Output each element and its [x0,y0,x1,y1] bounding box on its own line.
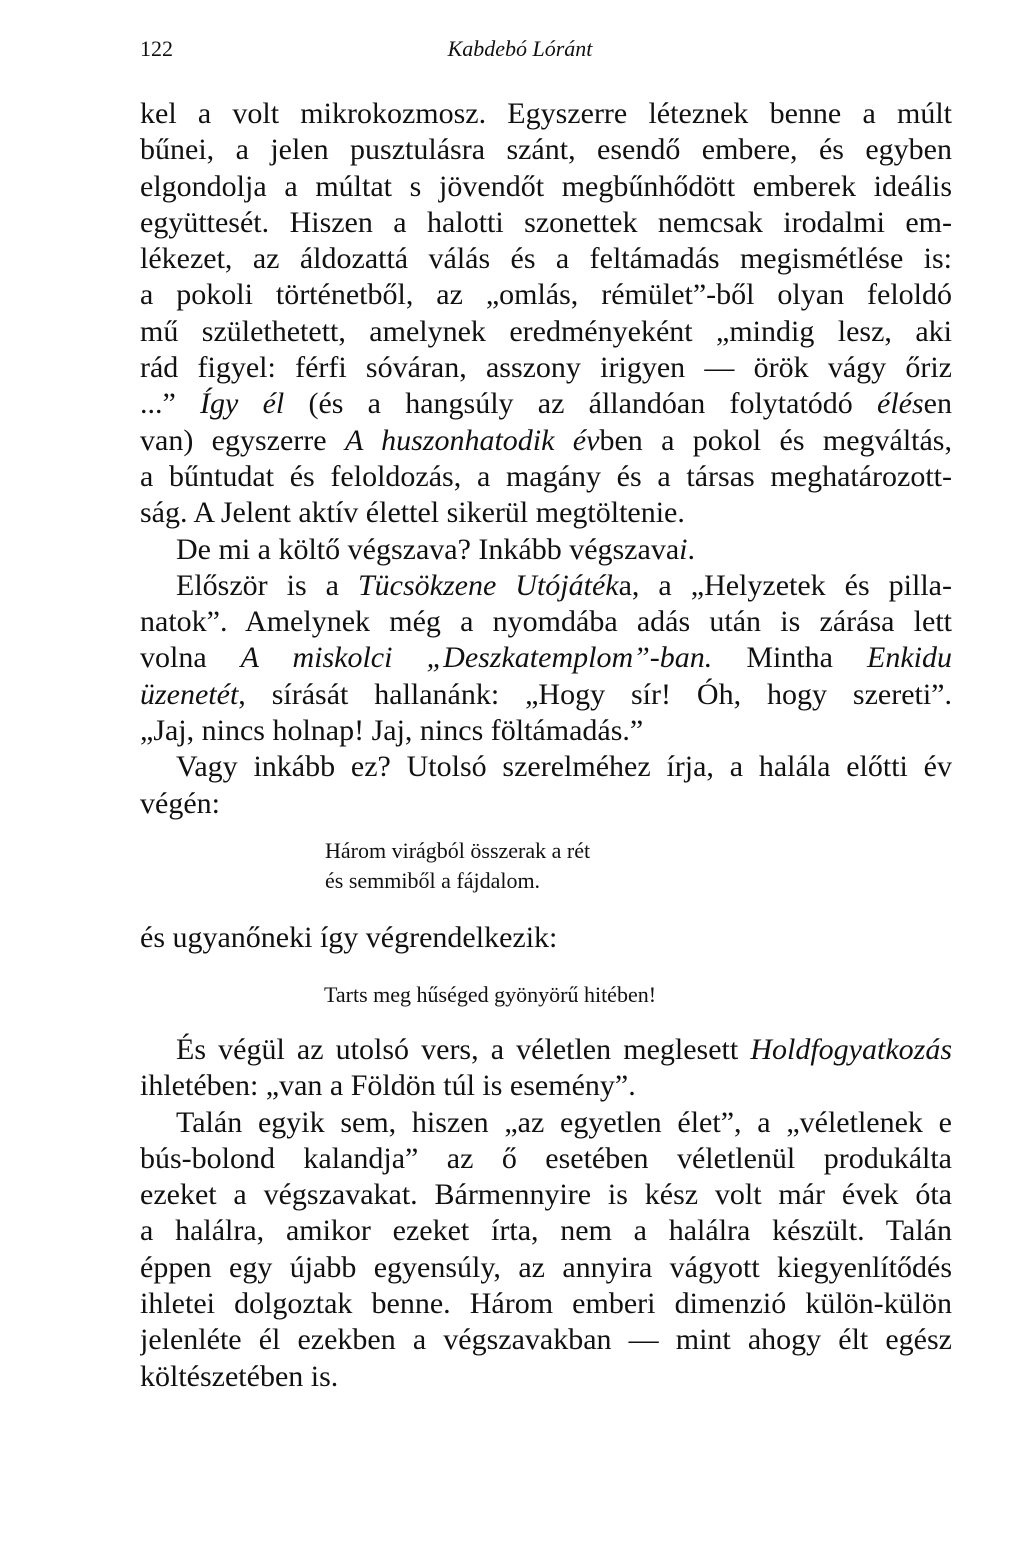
running-head [140,34,900,64]
main-text-2 [140,920,952,956]
text-run: Először is a [176,568,358,602]
text-run: De mi a költő végszava? Inkább végszava [176,532,680,566]
text-line: ihletében: „van a Földön túl is esemény”. [140,1069,636,1103]
text-line: mű születhetett, amelynek eredményeként „mindig lesz, aki [140,314,952,348]
text-run: en [923,387,952,421]
text-line: a pokoli történetből, az „omlás, rémület”-ből olyan feloldó [140,278,952,312]
text-line [140,568,952,604]
italic-run: Holdfogyatkozás [750,1033,952,1066]
italic-run: üzenetét [140,677,239,711]
italic-run: Így él [200,387,285,421]
text-line: Talán egyik sem, hiszen „az egyetlen élet”, a „véletlenek e [176,1105,952,1139]
text-line: éppen egy újabb egyensúly, az annyira vágyott kiegyenlítődés [140,1250,952,1284]
page-number: 122 [140,36,173,61]
text-line: és ugyanőneki így végrendelkezik: [140,921,558,954]
text-line: bús-bolond kalandja” az ő esetében véletlenül produkálta [140,1141,952,1175]
italic-run: A huszonhatodik év [344,423,600,457]
text-line [140,677,952,713]
text-line: Vagy inkább ez? Utolsó szerelméhez írja, a halála előtti év [176,750,952,784]
text-line: a halálra, amikor ezeket írta, nem a halálra készült. Talán [140,1214,952,1248]
main-text [140,96,952,822]
text-line: rád figyel: férfi sóváran, asszony irigyen — örök vágy őriz [140,351,952,385]
text-run: , sírását hallanánk: „Hogy sír! Óh, hogy szereti”. [238,677,952,711]
verse-line: Tarts meg hűséged gyönyörű hitében! [324,982,657,1007]
text-line: ezeket a végszavakat. Bármennyire is kész volt már évek óta [140,1178,952,1212]
text-line: „Jaj, nincs holnap! Jaj, nincs föltámadás.” [140,714,644,748]
italic-run: élés [877,387,924,421]
text-line [140,386,952,422]
italic-run: Tücsökzene Utójáték [358,568,619,602]
text-line: a bűntudat és feloldozás, a magány és a társas meghatározott- [140,459,952,493]
text-line: jelenléte él ezekben a végszavakban — mint ahogy élt egész [140,1323,952,1357]
text-line [140,532,952,568]
text-line [140,640,952,676]
text-line: ihletei dolgoztak benne. Három emberi dimenzió külön-külön [140,1287,952,1321]
text-run: a, a „Helyzetek és pilla- [618,568,952,602]
text-line [140,423,952,459]
text-line: lékezet, az áldozattá válás és a feltámadás megismétlése is: [140,242,952,276]
verse-quote-2 [324,980,656,1010]
text-run: ben a pokol és megváltás, [599,423,952,457]
text-line: kel a volt mikrokozmosz. Egyszerre léteznek benne a múlt [140,97,952,130]
verse-quote-1 [325,836,590,896]
running-title: Kabdebó Lóránt [447,36,593,61]
text-line [140,1032,952,1068]
text-line: költészetében is. [140,1359,339,1393]
text-line: ság. A Jelent aktív élettel sikerül megtöltenie. [140,496,685,530]
text-line: együttesét. Hiszen a halotti szonettek nemcsak irodalmi em- [140,205,952,239]
text-line: bűnei, a jelen pusztulásra szánt, esendő embere, és egyben [140,133,952,167]
italic-run: i [679,532,688,566]
text-run: van) egyszerre [140,423,345,457]
italic-run: Enkidu [867,641,952,675]
text-run: És végül az utolsó vers, a véletlen meglesett [176,1033,751,1066]
text-line: végén: [140,786,220,820]
main-text-3 [140,1032,952,1395]
verse-line: és semmiből a fájdalom. [325,868,541,893]
text-run: (és a hangsúly az állandóan folytatódó [284,387,878,421]
text-line: natok”. Amelynek még a nyomdába adás után is zárása lett [140,605,952,639]
text-run: volna [140,641,241,675]
text-line: elgondolja a múltat s jövendőt megbűnhődött emberek ideális [140,169,952,203]
verse-line: Három virágból összerak a rét [325,838,591,863]
text-run: Mintha [712,641,867,675]
italic-run: A miskolci „Deszkatemplom”-ban. [240,641,713,675]
text-run: ...” [140,387,201,421]
text-run: . [687,532,695,566]
